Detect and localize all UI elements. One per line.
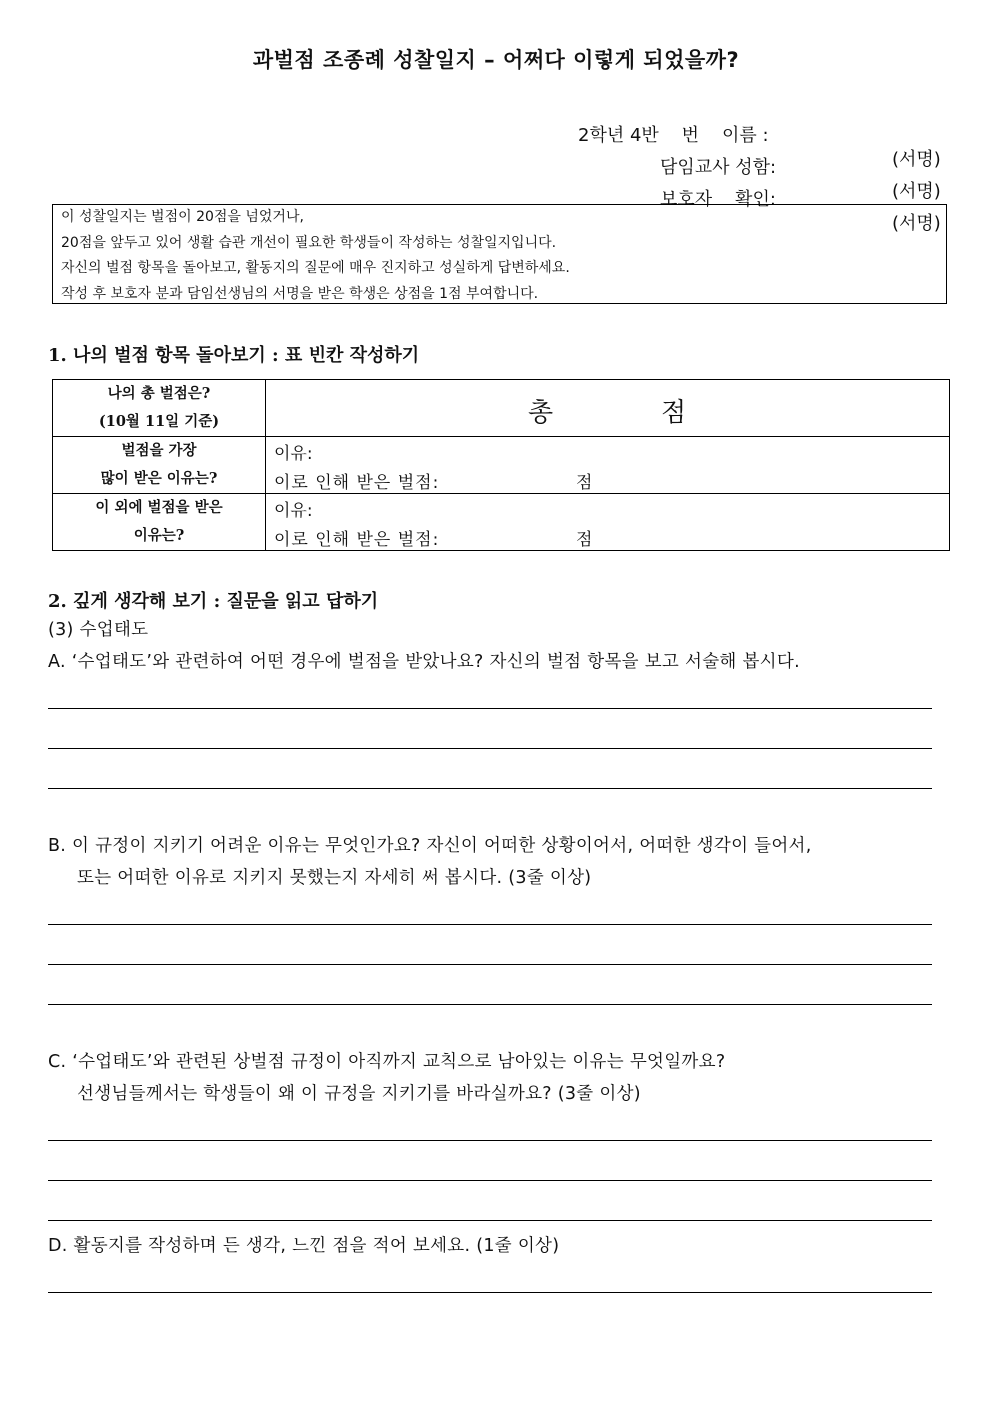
question-d-line: D. 활동지를 작성하며 든 생각, 느낀 점을 적어 보세요. (1줄 이상) bbox=[48, 1236, 560, 1256]
section1-heading: 1. 나의 벌점 항목 돌아보기 : 표 빈칸 작성하기 bbox=[48, 345, 420, 366]
total-unit: 점 bbox=[661, 398, 687, 428]
answer-line-a3[interactable] bbox=[48, 788, 932, 789]
notice-line: 이 성찰일지는 벌점이 20점을 넘었거나, bbox=[61, 209, 304, 225]
question-b-line: 또는 어떠한 이유로 지키지 못했는지 자세히 써 봅시다. (3줄 이상) bbox=[77, 868, 592, 888]
student-signature[interactable]: (서명) bbox=[892, 149, 941, 170]
answer-line-b2[interactable] bbox=[48, 964, 932, 965]
other-reason-label-line: 이 외에 벌점을 받은 bbox=[95, 499, 223, 516]
total-label-line: (10월 11일 기준) bbox=[98, 413, 220, 430]
answer-line-b3[interactable] bbox=[48, 1004, 932, 1005]
main-reason-label-cell bbox=[53, 437, 266, 494]
guardian-signature[interactable]: (서명) bbox=[892, 213, 941, 234]
question-c-line: 선생님들께서는 학생들이 왜 이 규정을 지키기를 바라실까요? (3줄 이상) bbox=[77, 1084, 641, 1104]
question-a bbox=[48, 646, 800, 678]
question-d bbox=[48, 1230, 559, 1262]
reason-label: 이유: bbox=[274, 501, 313, 521]
answer-line-a1[interactable] bbox=[48, 708, 932, 709]
reason-label: 이유: bbox=[274, 444, 313, 464]
answer-line-d1[interactable] bbox=[48, 1292, 932, 1293]
other-reason-label-line: 이유는? bbox=[133, 527, 185, 544]
other-reason-input-cell[interactable] bbox=[266, 494, 950, 551]
answer-line-c3[interactable] bbox=[48, 1220, 932, 1221]
section2-subheading: (3) 수업태도 bbox=[48, 620, 149, 640]
points-unit: 점 bbox=[576, 530, 593, 550]
answer-line-c1[interactable] bbox=[48, 1140, 932, 1141]
question-c bbox=[48, 1046, 725, 1110]
total-label-cell bbox=[53, 380, 266, 437]
answer-line-b1[interactable] bbox=[48, 924, 932, 925]
main-reason-input-cell[interactable] bbox=[266, 437, 950, 494]
page-title: 과벌점 조종례 성찰일지 – 어쩌다 이렇게 되었을까? bbox=[252, 48, 740, 72]
notice-line: 자신의 벌점 항목을 돌아보고, 활동지의 질문에 매우 진지하고 성실하게 답변하세요. bbox=[61, 260, 570, 276]
points-label: 이로 인해 받은 벌점: bbox=[274, 473, 440, 493]
other-reason-label-cell bbox=[53, 494, 266, 551]
answer-line-a2[interactable] bbox=[48, 748, 932, 749]
total-label-line: 나의 총 벌점은? bbox=[107, 385, 211, 402]
total-prefix: 총 bbox=[528, 398, 554, 428]
question-c-line: C. ‘수업태도’와 관련된 상벌점 규정이 아직까지 교칙으로 남아있는 이유는 무엇일까요? bbox=[48, 1052, 726, 1072]
guardian-confirm-label: 보호자 확인: bbox=[660, 189, 776, 210]
table-row-other-reason bbox=[53, 494, 950, 551]
teacher-name-label: 담임교사 성함: bbox=[660, 157, 777, 178]
question-b-line: B. 이 규정이 지키기 어려운 이유는 무엇인가요? 자신이 어떠한 상황이어서, 어떠한 생각이 들어서, bbox=[48, 836, 812, 856]
notice-line: 작성 후 보호자 분과 담임선생님의 서명을 받은 학생은 상점을 1점 부여합니다. bbox=[61, 285, 539, 302]
table-row-main-reason bbox=[53, 437, 950, 494]
main-reason-label-line: 많이 받은 이유는? bbox=[100, 470, 218, 487]
notice-box bbox=[52, 204, 947, 304]
penalty-table bbox=[52, 379, 950, 551]
question-a-line: A. ‘수업태도’와 관련하여 어떤 경우에 벌점을 받았나요? 자신의 벌점 항목을 보고 서술해 봅시다. bbox=[48, 652, 800, 672]
total-input-cell[interactable] bbox=[266, 380, 950, 437]
main-reason-label-line: 벌점을 가장 bbox=[121, 442, 197, 459]
teacher-signature[interactable]: (서명) bbox=[892, 181, 941, 202]
student-info-label: 2학년 4반 번 이름 : bbox=[578, 125, 769, 146]
points-unit: 점 bbox=[576, 473, 593, 493]
section2-heading: 2. 깊게 생각해 보기 : 질문을 읽고 답하기 bbox=[48, 591, 379, 612]
points-label: 이로 인해 받은 벌점: bbox=[274, 530, 440, 550]
table-row-total bbox=[53, 380, 950, 437]
question-b bbox=[48, 830, 812, 894]
answer-line-c2[interactable] bbox=[48, 1180, 932, 1181]
notice-line: 20점을 앞두고 있어 생활 습관 개선이 필요한 학생들이 작성하는 성찰일지입니다. bbox=[61, 234, 557, 251]
